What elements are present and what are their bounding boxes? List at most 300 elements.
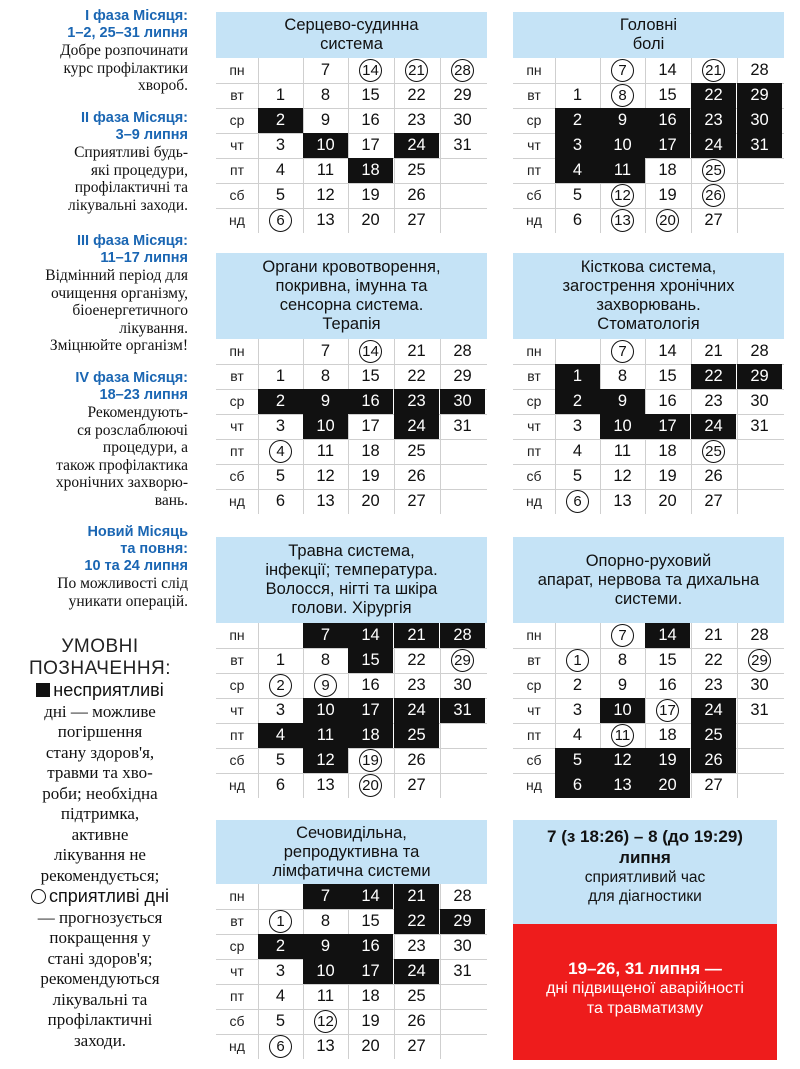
day-number: 6 [269,209,292,232]
day-number: 18 [361,987,380,1005]
day-cell [303,58,348,83]
favorable-day [258,673,303,698]
calendar-row [513,108,784,133]
unfavorable-day [394,884,439,909]
day-cell [440,673,485,698]
weekday-label: пн [229,888,245,904]
calendar-row [216,83,487,108]
day-cell [258,464,303,489]
unfavorable-day [348,623,393,648]
day-number: 13 [316,211,335,229]
day-number: 15 [361,651,380,669]
day-number: 2 [572,676,583,694]
unfavorable-day [691,723,736,748]
day-cell [737,414,782,439]
day-number: 14 [361,626,380,644]
panel-urinary [216,820,487,1059]
weekday-label: ср [229,393,245,409]
calendar-row [216,489,487,514]
panel-title-line: апарат, нервова та дихальна [537,570,760,589]
day-number: 4 [572,161,583,179]
day-cell [645,364,690,389]
day-cell [258,414,303,439]
unfavorable-day [440,698,485,723]
day-number: 12 [316,467,335,485]
day-number: 16 [361,937,380,955]
day-number: 24 [704,701,723,719]
day-number: 29 [750,367,769,385]
calendar-row [216,884,487,909]
day-number: 22 [704,86,723,104]
unfavorable-day [394,414,439,439]
unfavorable-day [440,623,485,648]
day-number: 8 [617,651,628,669]
day-cell [394,1009,439,1034]
unfavorable-day [600,389,645,414]
day-number: 30 [750,676,769,694]
day-number: 7 [320,887,331,905]
day-cell [303,339,348,364]
unfavorable-day [303,414,348,439]
day-number: 10 [316,136,335,154]
day-cell [258,984,303,1009]
day-cell [600,364,645,389]
day-cell [600,673,645,698]
day-number: 25 [407,726,426,744]
day-number: 29 [451,649,474,672]
day-cell [691,489,736,514]
panel-title-line: Серцево-судинна [284,16,419,34]
unfavorable-day [645,773,690,798]
day-cell [440,959,485,984]
weekday-label: пн [229,62,245,78]
day-cell [645,339,690,364]
calendar-row [216,623,487,648]
unfavorable-day [348,698,393,723]
day-cell [555,464,600,489]
day-number: 16 [361,676,380,694]
calendar-row [216,183,487,208]
day-number: 16 [658,676,677,694]
day-number: 25 [702,440,725,463]
day-number: 23 [704,111,723,129]
calendar-grid [513,623,784,798]
day-cell [600,464,645,489]
panel-title [216,537,487,623]
day-number: 11 [613,442,632,460]
day-number: 30 [453,111,472,129]
weekday-label: чт [230,702,244,718]
day-number: 4 [275,987,286,1005]
weekday-label: вт [230,368,244,384]
day-cell [258,698,303,723]
day-cell [440,884,485,909]
calendar-grid [216,58,487,233]
panel-title-line: Кісткова система, [580,258,717,276]
weekday-label: сб [526,752,542,768]
favorable-day [348,339,393,364]
day-cell [394,748,439,773]
day-number: 30 [453,392,472,410]
unfavorable-day [258,108,303,133]
day-number: 17 [658,417,677,435]
favorable-day [691,183,736,208]
unfavorable-day [348,389,393,414]
diagnostics-month: липня [619,848,671,867]
day-number: 29 [453,912,472,930]
calendar-grid [216,339,487,514]
day-number: 25 [407,161,426,179]
day-cell [303,108,348,133]
calendar-row [513,364,784,389]
unfavorable-day [645,133,690,158]
calendar-row [513,389,784,414]
day-cell [303,984,348,1009]
day-number: 9 [617,111,628,129]
day-number: 25 [407,442,426,460]
unfavorable-day [600,158,645,183]
day-number: 3 [572,417,583,435]
day-number: 29 [748,649,771,672]
unfavorable-day [348,158,393,183]
day-number: 14 [359,59,382,82]
calendar-row [513,698,784,723]
day-cell [555,183,600,208]
unfavorable-day [303,748,348,773]
day-number: 1 [566,649,589,672]
day-cell [303,464,348,489]
day-cell [348,909,393,934]
day-cell [645,464,690,489]
day-number: 23 [407,676,426,694]
day-number: 18 [361,161,380,179]
panel-title-line: захворювань. [596,296,701,314]
unfavorable-day [303,884,348,909]
unfavorable-day [348,723,393,748]
day-cell [691,648,736,673]
calendar-row [216,108,487,133]
calendar-row [513,623,784,648]
favorable-day [258,439,303,464]
day-number: 19 [361,1012,380,1030]
day-cell [691,773,736,798]
day-number: 3 [275,417,286,435]
day-cell [303,648,348,673]
day-number: 13 [316,776,335,794]
calendar-row [216,364,487,389]
day-cell [737,389,782,414]
day-number: 27 [407,776,426,794]
moon-phase-4 [0,370,188,509]
calendar-row [216,959,487,984]
panel-title [216,12,487,58]
weekday-label: пт [230,727,244,743]
weekday-label: пн [229,627,245,643]
unfavorable-day [737,83,782,108]
day-number: 26 [407,1012,426,1030]
day-number: 13 [611,209,634,232]
day-cell [645,158,690,183]
day-number: 3 [275,962,286,980]
day-number: 26 [702,184,725,207]
calendar-row [216,1009,487,1034]
unfavorable-day [258,389,303,414]
unfavorable-day [394,698,439,723]
day-number: 22 [407,912,426,930]
phase-title: Новий Місяць та повня: 10 та 24 липня [84,524,188,574]
unfavorable-day [691,364,736,389]
accident-warning [513,924,777,1060]
day-cell [348,1009,393,1034]
weekday-label: пн [526,62,542,78]
day-number: 4 [572,726,583,744]
day-number: 8 [320,367,331,385]
calendar-row [216,439,487,464]
panel-bone [513,253,784,514]
day-number: 18 [361,442,380,460]
favorable-day [348,58,393,83]
day-number: 10 [316,417,335,435]
panel-title [513,12,784,58]
day-number: 30 [453,676,472,694]
unfavorable-day [645,748,690,773]
calendar-row [216,648,487,673]
day-number: 10 [316,701,335,719]
day-number: 15 [361,86,380,104]
calendar-grid [216,884,487,1059]
panel-cardio [216,12,487,233]
diagnostics-panel [513,820,777,1060]
day-cell [737,698,782,723]
day-cell [303,208,348,233]
weekday-label: нд [526,493,542,509]
day-number: 1 [275,86,286,104]
panel-title [216,820,487,884]
day-number: 19 [658,751,677,769]
day-number: 26 [704,751,723,769]
favorable-day [600,339,645,364]
unfavorable-day [691,83,736,108]
unfavorable-day [600,108,645,133]
day-cell [555,698,600,723]
day-number: 28 [750,61,769,79]
day-number: 5 [572,467,583,485]
unfavorable-day [555,389,600,414]
favorable-day [555,648,600,673]
calendar-grid [513,339,784,514]
panel-title-line: Головні [619,16,678,34]
weekday-label: сб [229,468,245,484]
weekday-label: пт [230,988,244,1004]
day-number: 15 [361,912,380,930]
unfavorable-day [600,133,645,158]
day-number: 20 [656,209,679,232]
day-cell [645,83,690,108]
weekday-label: нд [229,1038,245,1054]
day-number: 19 [361,186,380,204]
panel-title [216,253,487,339]
day-cell [645,58,690,83]
day-number: 24 [407,417,426,435]
phase-title: IV фаза Місяця: 18–23 липня [75,370,188,403]
day-number: 21 [407,342,426,360]
unfavorable-day [348,884,393,909]
day-number: 5 [572,751,583,769]
day-cell [645,489,690,514]
unfavorable-day [645,108,690,133]
day-number: 27 [704,211,723,229]
weekday-label: нд [229,777,245,793]
day-cell [555,439,600,464]
panel-title-line: загострення хронічних [562,277,735,295]
calendar-row [513,158,784,183]
day-cell [645,648,690,673]
day-number: 20 [658,776,677,794]
day-number: 15 [361,367,380,385]
day-number: 10 [613,136,632,154]
day-number: 27 [407,492,426,510]
calendar-row [216,464,487,489]
day-number: 7 [320,61,331,79]
day-number: 11 [611,724,634,747]
day-cell [691,208,736,233]
day-number: 5 [275,467,286,485]
day-number: 15 [658,367,677,385]
unfavorable-day [440,909,485,934]
day-cell [258,648,303,673]
day-number: 10 [613,417,632,435]
panel-title-line: інфекції; температура. [265,561,438,579]
weekday-label: чт [230,418,244,434]
day-cell [600,489,645,514]
day-number: 6 [275,492,286,510]
black-square-icon [36,683,50,697]
panel-title-line: Травна система, [288,542,415,560]
day-number: 19 [658,467,677,485]
calendar-row [216,984,487,1009]
calendar-row [216,414,487,439]
day-cell [348,183,393,208]
calendar-row [216,934,487,959]
day-cell [691,389,736,414]
day-cell [394,984,439,1009]
day-number: 9 [320,111,331,129]
day-number: 11 [316,987,335,1005]
day-number: 17 [658,136,677,154]
day-number: 14 [658,342,677,360]
unfavorable-day [348,959,393,984]
unfavorable-day [555,773,600,798]
unfavorable-day [737,133,782,158]
unfavorable-day [600,414,645,439]
calendar-row [513,183,784,208]
calendar-row [513,414,784,439]
favorable-day [258,1034,303,1059]
favorable-day [348,748,393,773]
day-number: 31 [750,417,769,435]
phase-description: Добре розпочинати курс профілактики хвороб. [60,42,188,94]
day-number: 11 [316,726,335,744]
weekday-label: нд [229,212,245,228]
day-cell [555,723,600,748]
calendar-row [513,748,784,773]
unfavorable-day [394,723,439,748]
weekday-label: сб [229,752,245,768]
day-number: 20 [361,211,380,229]
day-number: 21 [702,59,725,82]
day-cell [303,489,348,514]
day-cell [303,773,348,798]
day-number: 22 [407,651,426,669]
day-cell [348,673,393,698]
unfavorable-day [555,748,600,773]
day-cell [258,158,303,183]
weekday-label: ср [229,938,245,954]
day-number: 2 [572,111,583,129]
day-cell [258,959,303,984]
favorable-day [691,58,736,83]
day-number: 1 [572,367,583,385]
accident-description: дні підвищеної аварійності та травматизму [546,980,744,1017]
day-cell [303,183,348,208]
day-cell [348,489,393,514]
day-number: 2 [275,392,286,410]
day-cell [258,748,303,773]
day-number: 7 [320,342,331,360]
day-number: 16 [361,392,380,410]
calendar-row [513,439,784,464]
day-number: 23 [407,392,426,410]
day-cell [440,364,485,389]
day-number: 16 [658,111,677,129]
panel-title-line: Волосся, нігті та шкіра [265,580,438,598]
day-cell [394,183,439,208]
day-number: 12 [611,184,634,207]
day-number: 11 [316,161,335,179]
day-number: 19 [359,749,382,772]
day-number: 25 [702,159,725,182]
panel-title-line: система [320,35,383,53]
calendar-row [216,909,487,934]
day-number: 3 [275,136,286,154]
day-number: 8 [617,367,628,385]
day-cell [348,133,393,158]
day-number: 29 [453,86,472,104]
day-cell [303,909,348,934]
day-number: 2 [572,392,583,410]
sidebar [0,0,196,1069]
weekday-label: нд [526,777,542,793]
day-number: 6 [572,211,583,229]
favorable-day [645,698,690,723]
day-cell [258,183,303,208]
weekday-label: вт [527,87,541,103]
day-cell [394,339,439,364]
favorable-day [600,208,645,233]
day-cell [303,1034,348,1059]
unfavorable-day [555,133,600,158]
panel-title-line: Стоматологія [597,315,700,333]
phase-description: По можливості слід уникати операцій. [57,575,188,610]
unfavorable-day [555,158,600,183]
phase-title: I фаза Місяця: 1–2, 25–31 липня [67,8,188,41]
day-cell [258,1009,303,1034]
day-number: 30 [750,392,769,410]
unfavorable-day [303,133,348,158]
panel-title-line: Опорно-руховий [585,551,712,570]
unfavorable-day [645,414,690,439]
unfavorable-day [691,748,736,773]
